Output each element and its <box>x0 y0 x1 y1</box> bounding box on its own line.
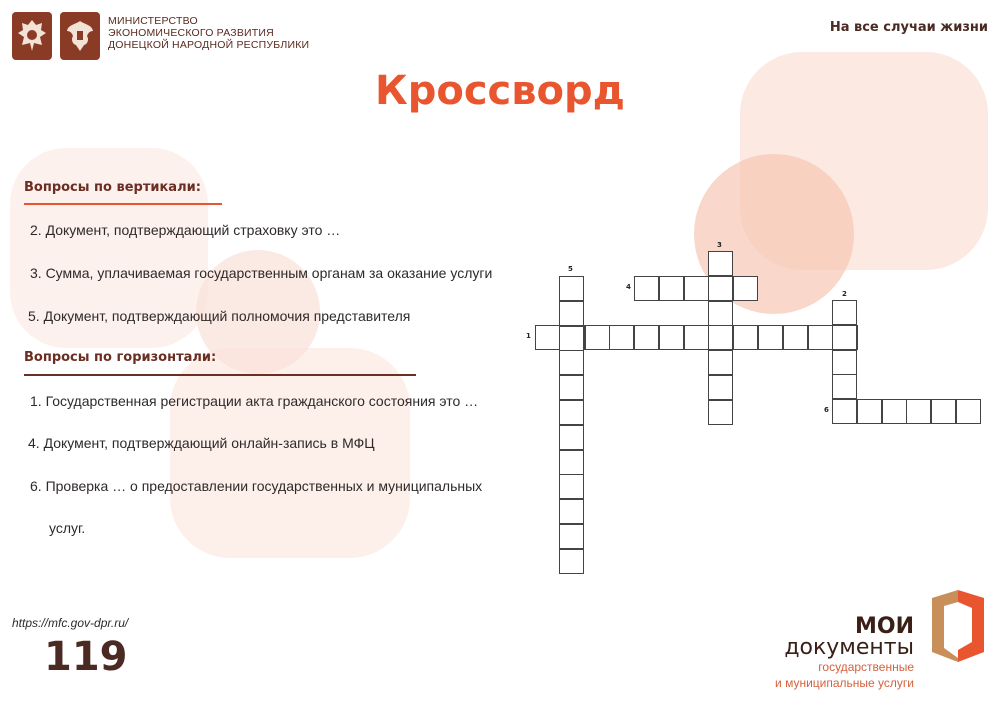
crossword-cell-1-12[interactable] <box>808 325 833 350</box>
crossword-cell-5-5[interactable] <box>559 375 584 400</box>
ministry-line-1: МИНИСТЕРСТВО <box>108 15 198 27</box>
crossword-cell-5-10[interactable] <box>559 499 584 524</box>
crossword-cell-1-3[interactable] <box>585 325 610 350</box>
crossword-cell-6-5[interactable] <box>931 399 956 424</box>
crossword-cell-5-9[interactable] <box>559 474 584 499</box>
crossword-cell-3-2[interactable] <box>708 276 733 301</box>
vertical-heading-underline <box>24 203 222 205</box>
crossword-cell-2-3[interactable] <box>832 350 857 375</box>
clue-number-1: 1 <box>526 332 531 340</box>
crossword-cell-5-12[interactable] <box>559 549 584 574</box>
crossword-cell-2-1[interactable] <box>832 300 857 325</box>
clue-number-4: 4 <box>626 283 631 291</box>
crossword-cell-1-9[interactable] <box>733 325 758 350</box>
decor-left-square-bottom <box>170 348 410 558</box>
brand-main: документы <box>784 635 914 660</box>
vertical-question-5: 5. Документ, подтверждающий полномочия представителя <box>28 308 411 324</box>
crossword-cell-5-6[interactable] <box>559 400 584 425</box>
horizontal-heading-underline <box>24 374 416 376</box>
crossword-cell-1-5[interactable] <box>634 325 659 350</box>
crossword-cell-5-2[interactable] <box>559 301 584 326</box>
ministry-name <box>108 15 309 51</box>
crossword-cell-4-1[interactable] <box>634 276 659 301</box>
horizontal-question-4: 4. Документ, подтверждающий онлайн-запись в МФЦ <box>28 435 375 451</box>
crossword-cell-1-6[interactable] <box>659 325 684 350</box>
crossword-cell-3-5[interactable] <box>708 350 733 375</box>
crossword-cell-4-2[interactable] <box>659 276 684 301</box>
brand-subtitle-2: и муниципальные услуги <box>775 676 914 690</box>
crossword-cell-1-7[interactable] <box>684 325 709 350</box>
vertical-question-3: 3. Сумма, уплачиваемая государственным органам за оказание услуги <box>30 265 493 281</box>
crossword-cell-2-5[interactable] <box>832 399 857 424</box>
crossword-cell-1-10[interactable] <box>758 325 783 350</box>
ministry-line-3: ДОНЕЦКОЙ НАРОДНОЙ РЕСПУБЛИКИ <box>108 39 310 51</box>
page-title: Кроссворд <box>375 68 625 114</box>
vertical-question-2: 2. Документ, подтверждающий страховку это … <box>30 222 341 238</box>
crossword-cell-6-4[interactable] <box>906 399 931 424</box>
republic-emblem-icon <box>60 12 100 60</box>
crossword-cell-2-4[interactable] <box>832 374 857 399</box>
brand-top: МОИ <box>854 614 914 639</box>
moi-dokumenty-logo-icon <box>928 588 986 662</box>
brand-logo-text <box>784 616 914 659</box>
crossword-cell-1-11[interactable] <box>783 325 808 350</box>
horizontal-heading: Вопросы по горизонтали: <box>24 350 217 365</box>
crossword-cell-6-2[interactable] <box>857 399 882 424</box>
crossword-cell-3-4[interactable] <box>708 325 733 350</box>
crossword-cell-5-1[interactable] <box>559 276 584 301</box>
crossword-cell-5-3[interactable] <box>559 326 584 351</box>
horizontal-question-1: 1. Государственная регистрации акта гражданского состояния это … <box>30 393 479 409</box>
crossword-cell-1-4[interactable] <box>609 325 634 350</box>
vertical-heading: Вопросы по вертикали: <box>24 180 201 195</box>
ministry-line-2: ЭКОНОМИЧЕСКОГО РАЗВИТИЯ <box>108 27 274 39</box>
horizontal-question-6-continued: услуг. <box>49 520 86 536</box>
crossword-cell-5-4[interactable] <box>559 350 584 375</box>
crossword-cell-5-11[interactable] <box>559 524 584 549</box>
crossword-cell-3-3[interactable] <box>708 301 733 326</box>
crossword-cell-5-8[interactable] <box>559 450 584 475</box>
crossword-cell-2-2[interactable] <box>832 325 857 350</box>
crossword-cell-4-3[interactable] <box>684 276 709 301</box>
crossword-cell-1-1[interactable] <box>535 325 560 350</box>
header <box>12 10 988 64</box>
coat-of-arms-icon <box>12 12 52 60</box>
slogan: На все случаи жизни <box>829 20 988 35</box>
crossword-cell-3-6[interactable] <box>708 375 733 400</box>
clue-number-5: 5 <box>568 265 573 273</box>
crossword-cell-3-7[interactable] <box>708 400 733 425</box>
clue-number-2: 2 <box>842 290 847 298</box>
brand-subtitle-1: государственные <box>818 660 914 674</box>
clue-number-3: 3 <box>717 241 722 249</box>
site-url[interactable]: https://mfc.gov-dpr.ru/ <box>12 616 129 630</box>
horizontal-question-6: 6. Проверка … о предоставлении государственных и муниципальных <box>30 478 483 494</box>
clue-number-6: 6 <box>824 406 829 414</box>
crossword-cell-6-6[interactable] <box>956 399 981 424</box>
crossword-cell-6-3[interactable] <box>882 399 907 424</box>
crossword-cell-3-1[interactable] <box>708 251 733 276</box>
page-number: 119 <box>44 634 128 680</box>
crossword-cell-5-7[interactable] <box>559 425 584 450</box>
crossword-cell-4-5[interactable] <box>733 276 758 301</box>
